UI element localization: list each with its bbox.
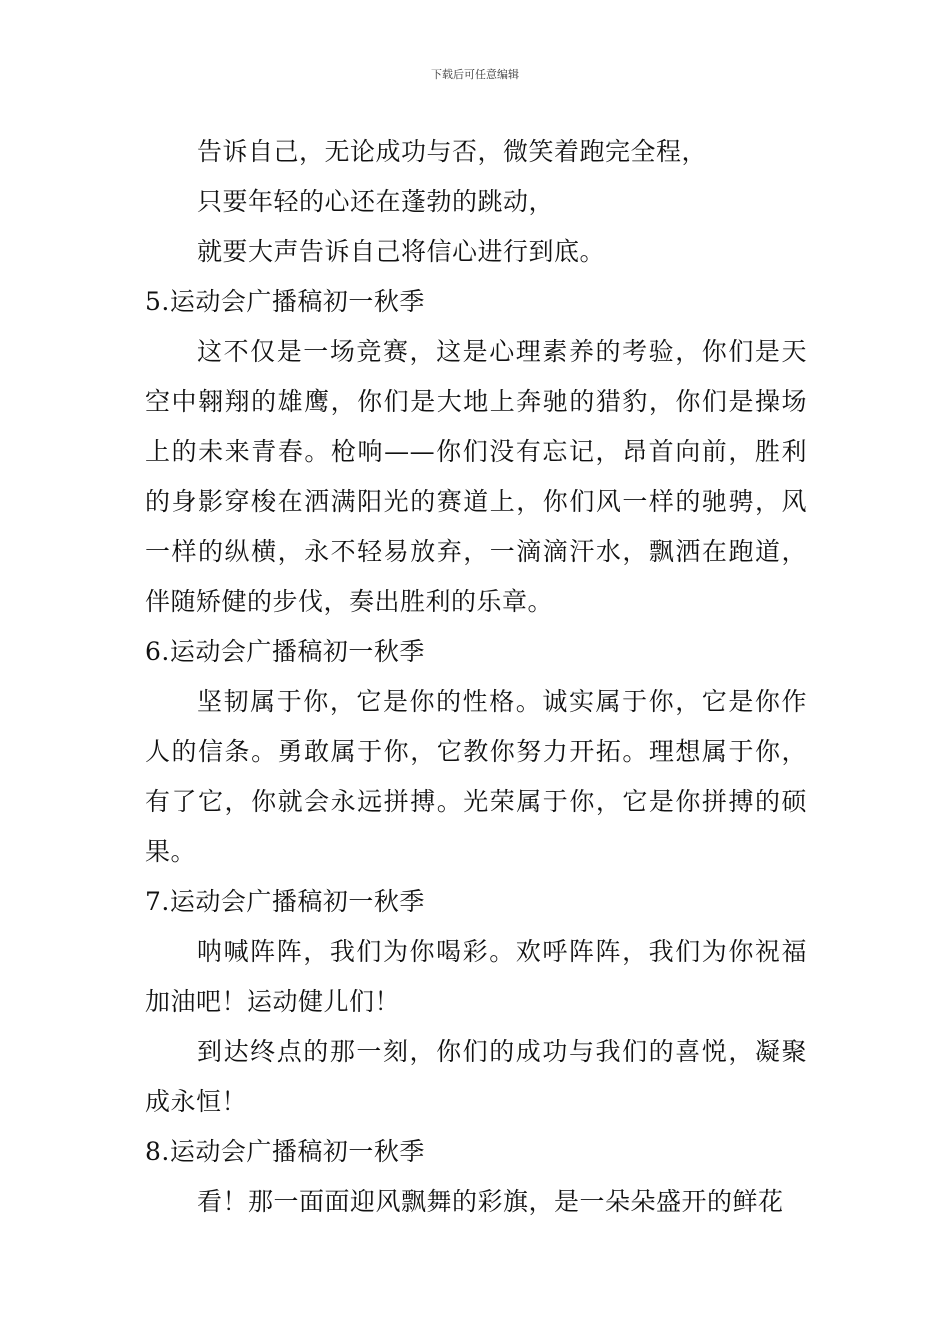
section-heading-7: 7.运动会广播稿初一秋季 (145, 887, 425, 916)
paragraph: 坚韧属于你，它是你的性格。诚实属于你，它是你作人的信条。勇敢属于你，它教你努力开拓。理想属于你，有了它，你就会永远拼搏。光荣属于你，它是你拼搏的硕果。 (145, 687, 807, 866)
paragraph: 呐喊阵阵，我们为你喝彩。欢呼阵阵，我们为你祝福加油吧！运动健儿们！ (145, 937, 807, 1016)
paragraph: 告诉自己，无论成功与否，微笑着跑完全程， (197, 137, 708, 166)
section-heading-8: 8.运动会广播稿初一秋季 (145, 1137, 425, 1166)
section-heading-5: 5.运动会广播稿初一秋季 (145, 287, 425, 316)
paragraph: 看！那一面面迎风飘舞的彩旗，是一朵朵盛开的鲜花 (197, 1187, 784, 1216)
paragraph: 就要大声告诉自己将信心进行到底。 (197, 237, 606, 266)
section-heading-6: 6.运动会广播稿初一秋季 (145, 637, 425, 666)
document-body (145, 127, 807, 1227)
paragraph: 这不仅是一场竞赛，这是心理素养的考验，你们是天空中翱翔的雄鹰，你们是大地上奔驰的猎豹，你们是操场上的未来青春。枪响——你们没有忘记，昂首向前，胜利的身影穿梭在洒满阳光的赛道上，你们风一样的驰骋，风一样的纵横，永不轻易放弃，一滴滴汗水，飘洒在跑道，伴随矫健的步伐，奏出胜利的乐章。 (145, 337, 807, 616)
paragraph: 到达终点的那一刻，你们的成功与我们的喜悦，凝聚成永恒！ (145, 1037, 807, 1116)
paragraph: 只要年轻的心还在蓬勃的跳动， (197, 187, 555, 216)
page-header-note: 下载后可任意编辑 (431, 68, 519, 81)
